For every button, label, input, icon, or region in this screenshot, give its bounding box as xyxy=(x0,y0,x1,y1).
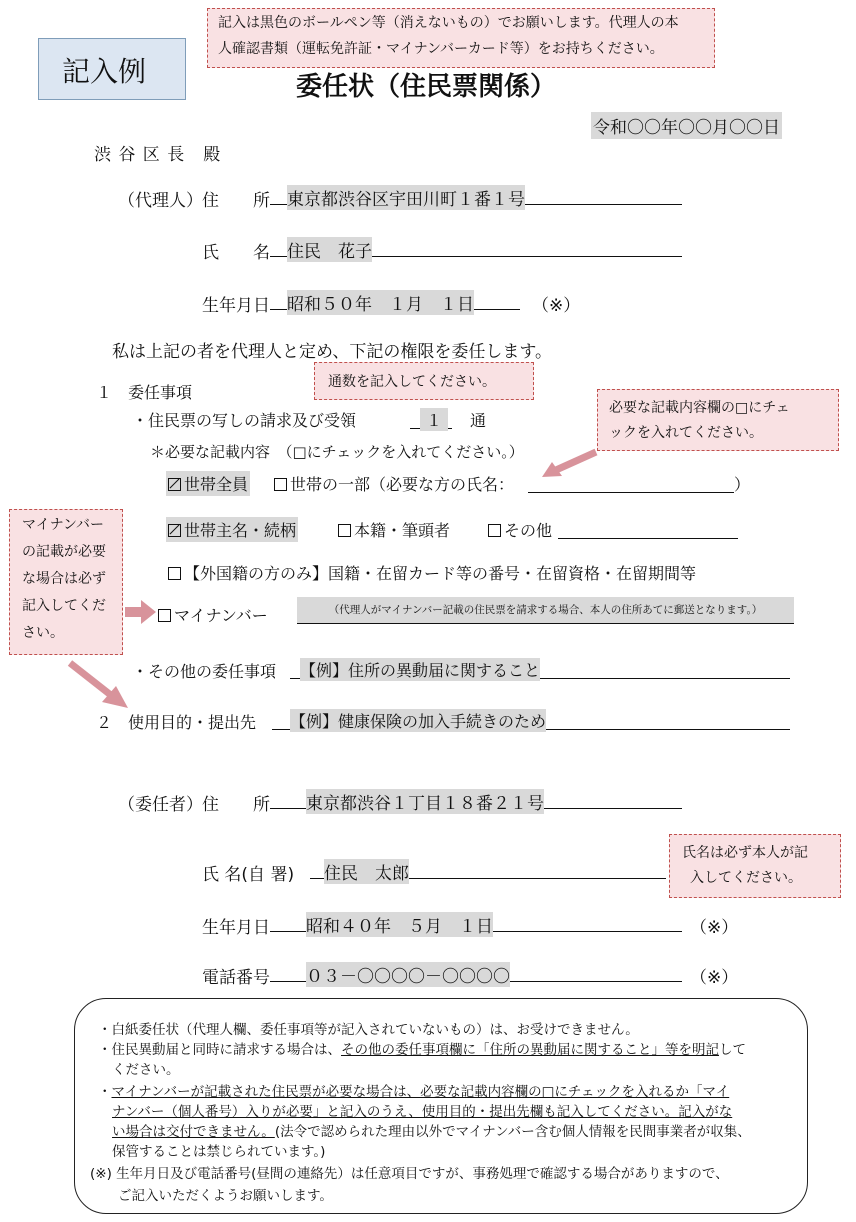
callout-signature-line1: 氏名は必ず本人が記 xyxy=(682,845,808,861)
copy-request-label: ・住民票の写しの請求及び受領 xyxy=(132,411,357,430)
principal-phone: ０３－〇〇〇〇－〇〇〇〇 xyxy=(306,962,510,987)
note-3a: ・ xyxy=(98,1084,112,1100)
required-contents: ＊必要な記載内容 （□にチェックを入れてください。） xyxy=(150,443,524,461)
opt-other-label: その他 xyxy=(504,521,553,540)
top-note-line1: 記入は黒色のボールペン等（消えないもの）でお願いします。代理人の本 xyxy=(218,15,679,31)
count-value: １ xyxy=(420,408,448,431)
sample-stamp-text: 記入例 xyxy=(62,55,147,88)
note-2a: ・住民異動届と同時に請求する場合は、 xyxy=(98,1042,341,1058)
note-4: (※) 生年月日及び電話番号(昼間の連絡先）は任意項目ですが、事務処理で確認する場合がありますので、 xyxy=(90,1166,729,1182)
note-3-cont3: 保管することは禁じられています。) xyxy=(112,1144,326,1160)
date: 令和〇〇年〇〇月〇〇日 xyxy=(591,112,782,139)
principal-birth-mark: （※） xyxy=(690,918,739,938)
principal-role: （委任者） xyxy=(118,795,203,815)
callout-mynumber-line2: の記載が必要 xyxy=(22,544,106,560)
opt-honseki[interactable] xyxy=(338,518,450,541)
callout-mynumber-line5: さい。 xyxy=(22,625,64,641)
mynumber-note: （代理人がマイナンバー記載の住民票を請求する場合、本人の住所あてに郵送となります。） xyxy=(297,597,794,624)
checkbox-icon xyxy=(168,567,181,580)
principal-birth: 昭和４０年 ５月 １日 xyxy=(306,912,493,937)
close-paren: ） xyxy=(734,475,751,494)
note-4-cont: ご記入いただくようお願いします。 xyxy=(118,1188,333,1204)
arrow-down-icon xyxy=(64,658,132,710)
principal-address: 東京都渋谷１丁目１８番２１号 xyxy=(306,789,544,814)
opt-household-part-label: 世帯の一部（必要な方の氏名： xyxy=(290,475,515,494)
checkbox-icon xyxy=(338,524,351,537)
section2-value: 【例】健康保険の加入手続きのため xyxy=(290,709,546,732)
callout-mynumber-line3: な場合は必ず xyxy=(22,571,106,587)
principal-birth-label: 生年月日 xyxy=(202,918,270,938)
note-3e: (法令で認められた理由以外でマイナンバー含む個人情報を民間事業者が収集、 xyxy=(274,1124,751,1140)
page-title: 委任状（住民票関係） xyxy=(296,72,557,102)
addressee: 渋 谷 区 長 殿 xyxy=(94,145,222,165)
agent-birth-mark: （※） xyxy=(532,296,581,316)
opt-foreign-label: 【外国籍の方のみ】国籍・在留カード等の番号・在留資格・在留期間等 xyxy=(184,564,697,583)
note-2c: して xyxy=(719,1042,746,1058)
note-2-cont: ください。 xyxy=(112,1062,180,1078)
note-3d: い場合は交付できません。 xyxy=(112,1124,275,1140)
opt-household-all[interactable] xyxy=(166,471,250,496)
agent-birth: 昭和５０年 １月 １日 xyxy=(287,290,474,315)
section1-heading: １ 委任事項 xyxy=(96,383,193,402)
agent-address-label: 住 所 xyxy=(202,191,270,211)
callout-count-text: 通数を記入してください。 xyxy=(328,374,496,390)
delegation-statement: 私は上記の者を代理人と定め、下記の権限を委任します。 xyxy=(112,342,552,362)
checkbox-icon xyxy=(488,524,501,537)
checkbox-icon xyxy=(158,609,171,622)
principal-address-label: 住 所 xyxy=(202,795,270,815)
agent-role: （代理人） xyxy=(118,191,203,211)
agent-address: 東京都渋谷区宇田川町１番１号 xyxy=(287,185,525,210)
opt-household-part[interactable] xyxy=(274,472,514,495)
other-items-label: ・その他の委任事項 xyxy=(132,662,277,681)
arrow-mynumber-icon xyxy=(125,598,157,626)
callout-check-line1: 必要な記載内容欄の□にチェ xyxy=(609,400,790,416)
section2-heading: ２ 使用目的・提出先 xyxy=(96,713,257,732)
callout-signature-line2: 入してください。 xyxy=(690,870,802,886)
callout-check-line2: ックを入れてください。 xyxy=(609,425,763,441)
callout-mynumber-line4: 記入してくだ xyxy=(22,598,106,614)
checkbox-icon xyxy=(274,478,287,491)
opt-mynumber[interactable] xyxy=(158,603,268,626)
opt-honseki-label: 本籍・筆頭者 xyxy=(354,521,451,540)
note-2b: その他の委任事項欄に「住所の異動届に関すること」等を明記 xyxy=(341,1042,719,1058)
opt-mynumber-label: マイナンバー xyxy=(174,606,268,625)
opt-head-label: 世帯主名・続柄 xyxy=(184,521,297,540)
principal-phone-label: 電話番号 xyxy=(202,968,270,988)
other-items-value: 【例】住所の異動届に関すること xyxy=(300,658,540,681)
principal-name: 住民 太郎 xyxy=(324,859,409,884)
household-part-line xyxy=(528,472,734,493)
agent-birth-label: 生年月日 xyxy=(202,296,270,316)
principal-phone-mark: （※） xyxy=(690,968,739,988)
note-2 xyxy=(98,1038,746,1058)
note-3-cont2 xyxy=(112,1120,751,1140)
opt-head[interactable] xyxy=(166,517,298,542)
opt-other[interactable] xyxy=(488,518,552,541)
other-line xyxy=(558,518,738,539)
note-3 xyxy=(98,1080,729,1100)
principal-name-label: 氏 名(自 署) xyxy=(202,865,295,885)
opt-household-all-label: 世帯全員 xyxy=(184,475,249,494)
opt-foreign[interactable] xyxy=(168,561,696,584)
checked-box-icon xyxy=(168,524,181,537)
agent-name-label: 氏 名 xyxy=(202,243,270,263)
note-3b: マイナンバーが記載された住民票が必要な場合は、必要な記載内容欄の□にチェックを入れるか「マイ xyxy=(111,1084,730,1100)
note-1: ・白紙委任状（代理人欄、委任事項等が記入されていないもの）は、お受けできません。 xyxy=(98,1022,639,1038)
checked-box-icon xyxy=(168,478,181,491)
callout-mynumber-line1: マイナンバー xyxy=(22,517,105,533)
note-3-cont1: ナンバー（個人番号）入りが必要」と記入のうえ、使用目的・提出先欄も記入してください。記入がな xyxy=(112,1104,733,1120)
count-unit: 通 xyxy=(470,411,487,430)
top-note-line2: 人確認書類（運転免許証・マイナンバーカード等）をお持ちください。 xyxy=(218,41,664,57)
agent-name: 住民 花子 xyxy=(287,237,372,262)
